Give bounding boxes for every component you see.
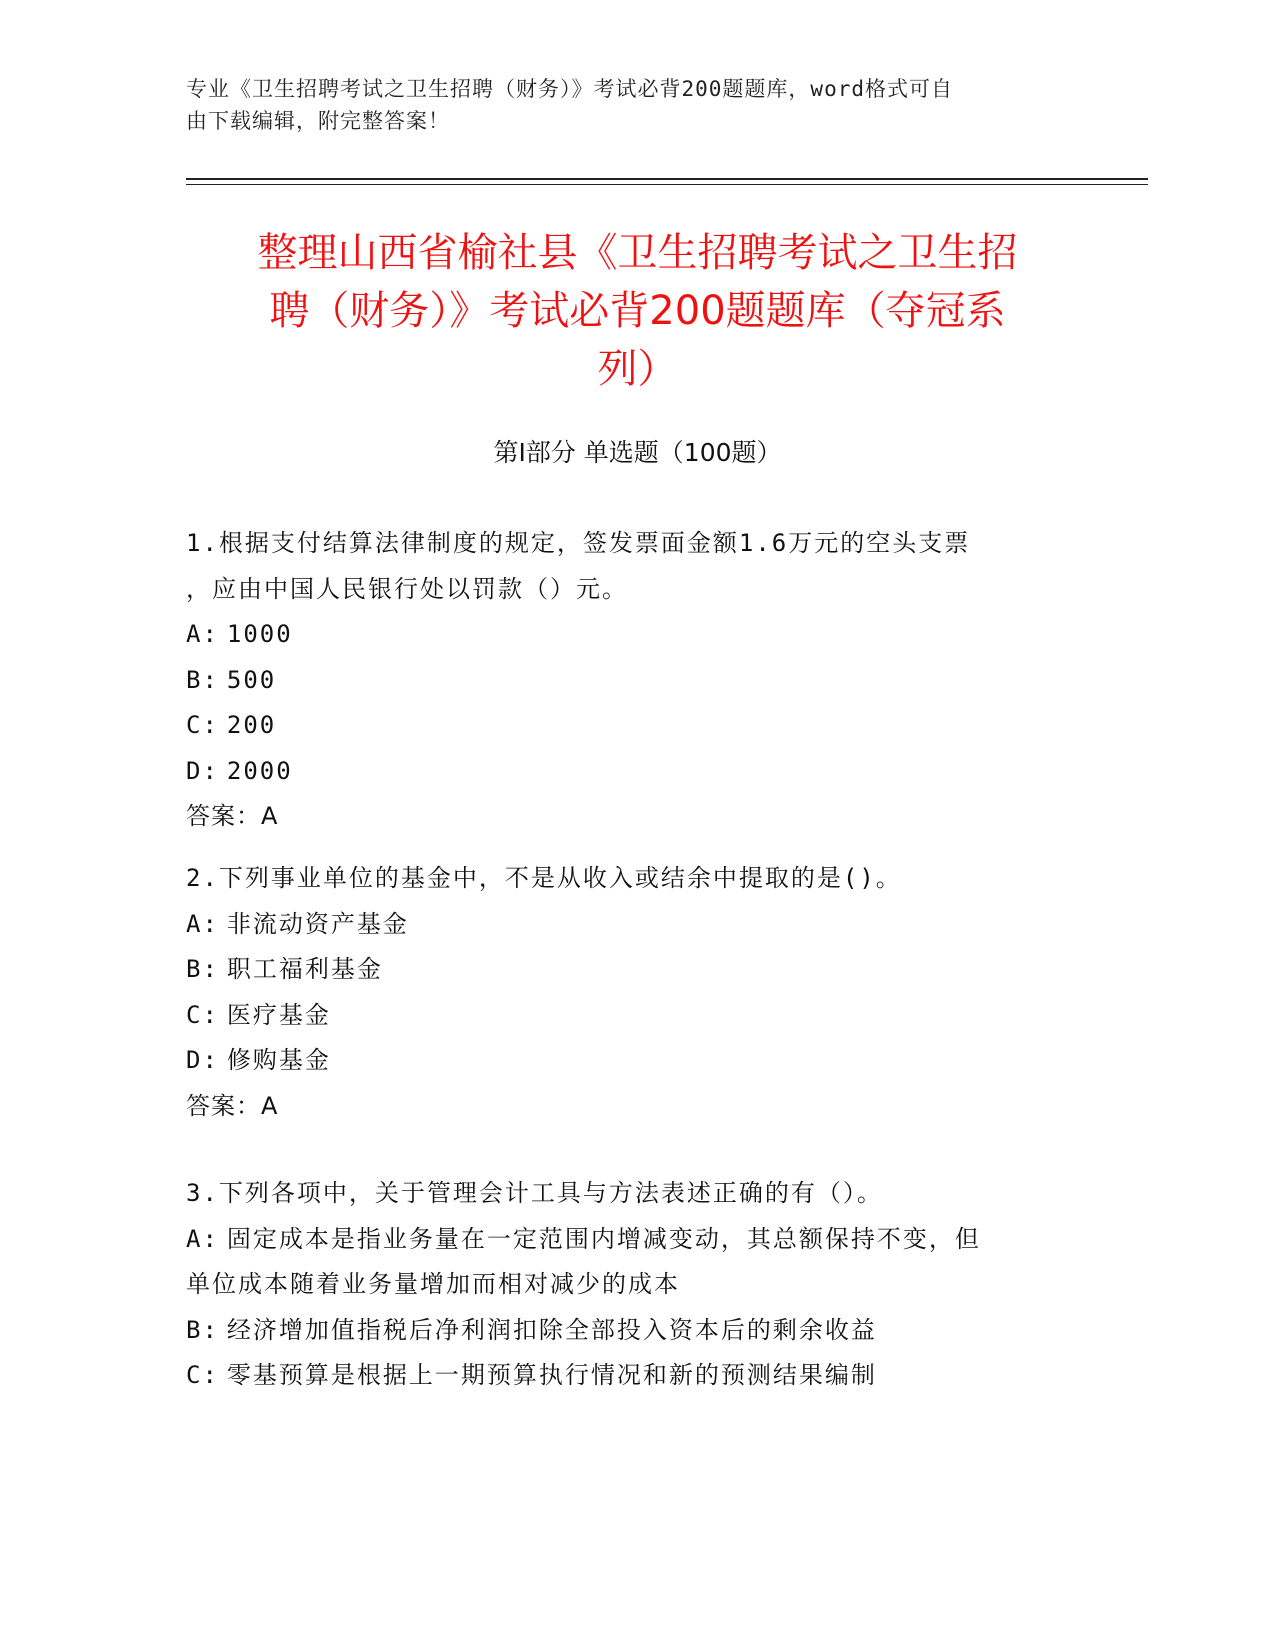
option-c (186, 993, 1066, 1039)
option-text: 2000 (226, 756, 293, 785)
answer-label: 答案：A (186, 802, 279, 830)
question-stem: ，应由中国人民银行处以罚款（）元。 (186, 574, 628, 603)
option-a-continued: 单位成本随着业务量增加而相对减少的成本 (186, 1270, 680, 1298)
option-a (186, 902, 1066, 948)
header-note-line: 由下载编辑，附完整答案！ (186, 109, 450, 133)
option-text: 修购基金 (226, 1046, 331, 1074)
option-d (186, 1038, 1066, 1084)
header-rule-thick (186, 178, 1148, 180)
option-text: 职工福利基金 (226, 955, 383, 983)
section-heading: 第Ⅰ部分 单选题（100题） (493, 438, 782, 467)
question-stem: 3.下列各项中，关于管理会计工具与方法表述正确的有（）。 (186, 1179, 883, 1207)
answer-label: 答案：A (186, 1091, 279, 1120)
option-d (186, 749, 1066, 795)
option-text: 非流动资产基金 (226, 909, 409, 938)
option-letter: A: (186, 620, 219, 648)
option-letter: C: (186, 1361, 219, 1389)
option-text: 500 (226, 665, 277, 694)
option-c (186, 703, 1066, 749)
option-letter: D: (186, 756, 219, 785)
title-line: 整理山西省榆社县《卫生招聘考试之卫生招 (257, 230, 1018, 276)
option-text: 零基预算是根据上一期预算执行情况和新的预测结果编制 (226, 1361, 877, 1389)
option-a (186, 1217, 1066, 1263)
title-line: 列） (597, 346, 678, 392)
option-letter: B: (186, 955, 219, 983)
option-text: 固定成本是指业务量在一定范围内增减变动，其总额保持不变，但 (226, 1224, 981, 1253)
header-note (186, 73, 1076, 137)
option-b (186, 947, 1066, 993)
option-letter: B: (186, 1315, 219, 1344)
question-stem: 2.下列事业单位的基金中，不是从收入或结余中提取的是()。 (186, 864, 902, 892)
question-stem: 1.根据支付结算法律制度的规定，签发票面金额1.6万元的空头支票 (186, 529, 971, 557)
option-letter: D: (186, 1046, 219, 1074)
option-text: 200 (226, 711, 277, 739)
option-text: 医疗基金 (226, 1000, 331, 1029)
option-letter: C: (186, 711, 219, 739)
option-text: 1000 (226, 620, 293, 648)
document-title (190, 224, 1085, 398)
header-rule-thin (186, 184, 1148, 185)
question-2 (186, 856, 1066, 1129)
option-letter: A: (186, 1224, 219, 1253)
option-b (186, 658, 1066, 704)
option-text: 经济增加值指税后净利润扣除全部投入资本后的剩余收益 (226, 1315, 877, 1344)
header-note-line: 专业《卫生招聘考试之卫生招聘（财务）》考试必背200题题库，word格式可自 (186, 77, 953, 101)
question-3 (186, 1171, 1066, 1399)
option-letter: A: (186, 909, 219, 938)
option-b (186, 1308, 1066, 1354)
option-c (186, 1353, 1066, 1399)
option-letter: B: (186, 665, 219, 694)
title-line: 聘（财务）》考试必背200题题库（夺冠系 (269, 288, 1006, 334)
option-letter: C: (186, 1000, 219, 1029)
option-a (186, 612, 1066, 658)
question-1 (186, 521, 1066, 840)
